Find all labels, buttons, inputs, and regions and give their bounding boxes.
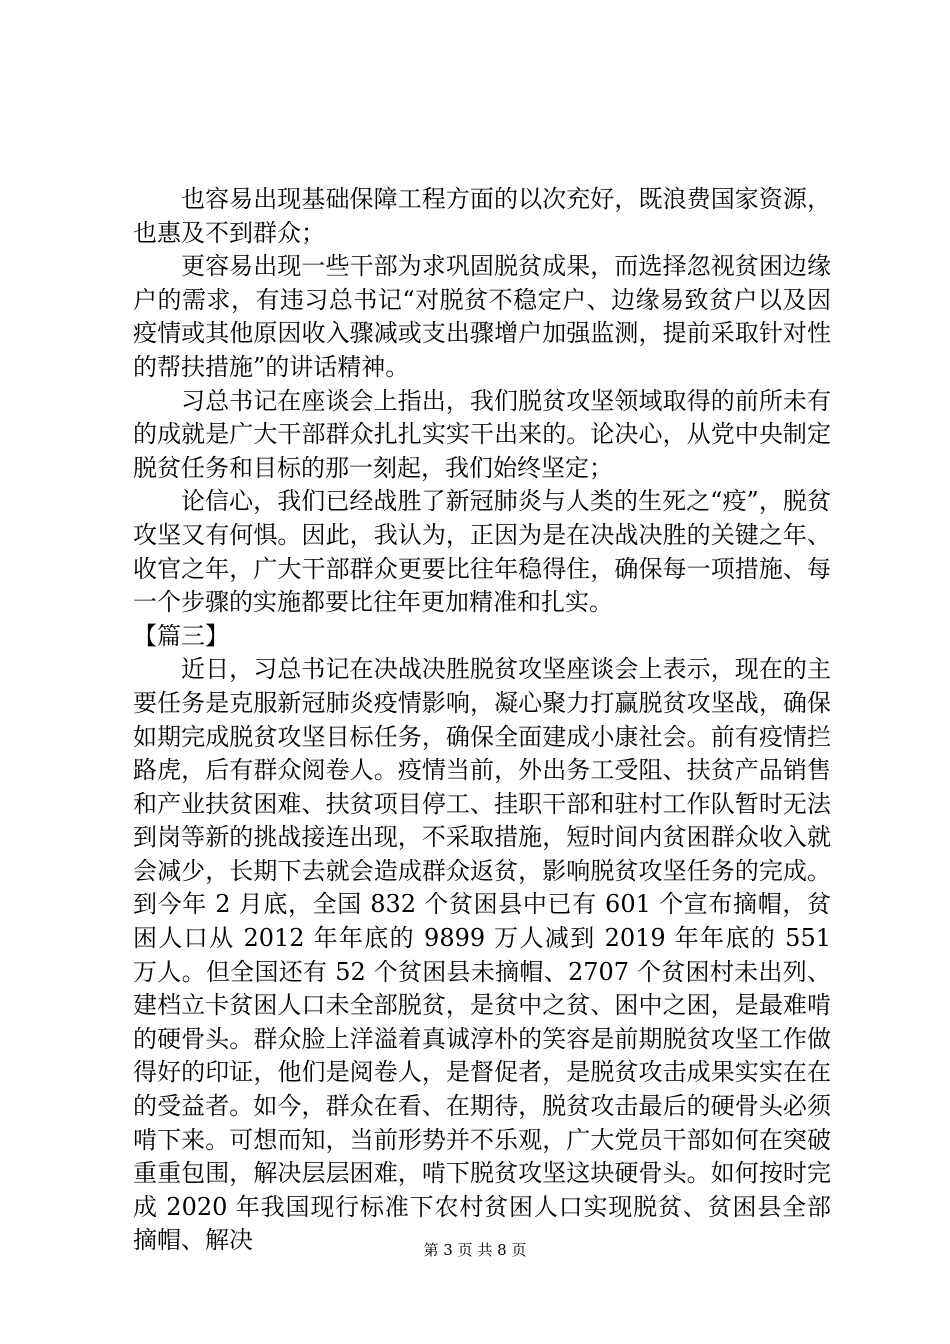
- body-paragraph-1: 也容易出现基础保障工程方面的以次充好，既浪费国家资源，也惠及不到群众；: [133, 185, 831, 247]
- body-paragraph-3: 习总书记在座谈会上指出，我们脱贫攻坚领域取得的前所未有的成就是广大干部群众扎扎实实干出来的。论决心，从党中央制定脱贫任务和目标的那一刻起，我们始终坚定；: [133, 386, 831, 482]
- section-heading: 【篇三】: [133, 621, 229, 650]
- section-paragraph: 近日，习总书记在决战决胜脱贫攻坚座谈会上表示，现在的主要任务是克服新冠肺炎疫情影响，凝心聚力打赢脱贫攻坚战，确保如期完成脱贫攻坚目标任务，确保全面建成小康社会。前有疫情拦路虎，后有群众阅卷人。疫情当前，外出务工受阻、扶贫产品销售和产业扶贫困难、扶贫项目停工、挂职干部和驻村工作队暂时无法到岗等新的挑战接连出现，不采取措施，短时间内贫困群众收入就会减少，长期下去就会造成群众返贫，影响脱贫攻坚任务的完成。到今年 2 月底，全国 832 个贫困县中已有 601 个宣布摘帽，贫困人口从 2012 年年底的 9899 万人减到 2019 年年底的 551 万人。但全国还有 52 个贫困县未摘帽、2707 个贫困村未出列、建档立卡贫困人口未全部脱贫，是贫中之贫、困中之困，是最难啃的硬骨头。群众脸上洋溢着真诚淳朴的笑容是前期脱贫攻坚工作做得好的印证，他们是阅卷人，是督促者，是脱贫攻击成果实实在在的受益者。如今，群众在看、在期待，脱贫攻击最后的硬骨头必须啃下来。可想而知，当前形势并不乐观，广大党员干部如何在突破重重包围，解决层层困难，啃下脱贫攻坚这块硬骨头。如何按时完成 2020 年我国现行标准下农村贫困人口实现脱贫、贫困县全部摘帽、解决: [133, 655, 831, 1255]
- document-body: [133, 183, 831, 1258]
- body-paragraph-2: 更容易出现一些干部为求巩固脱贫成果，而选择忽视贫困边缘户的需求，有违习总书记“对脱贫不稳定户、边缘易致贫户以及因疫情或其他原因收入骤减或支出骤增户加强监测，提前采取针对性的帮扶措施”的讲话精神。: [133, 252, 831, 381]
- page-footer: 第 3 页 共 8 页: [423, 1241, 527, 1259]
- body-paragraph-4: 论信心，我们已经战胜了新冠肺炎与人类的生死之“疫”，脱贫攻坚又有何惧。因此，我认为，正因为是在决战决胜的关键之年、收官之年，广大干部群众更要比往年稳得住，确保每一项措施、每一个步骤的实施都要比往年更加精准和扎实。: [133, 487, 831, 617]
